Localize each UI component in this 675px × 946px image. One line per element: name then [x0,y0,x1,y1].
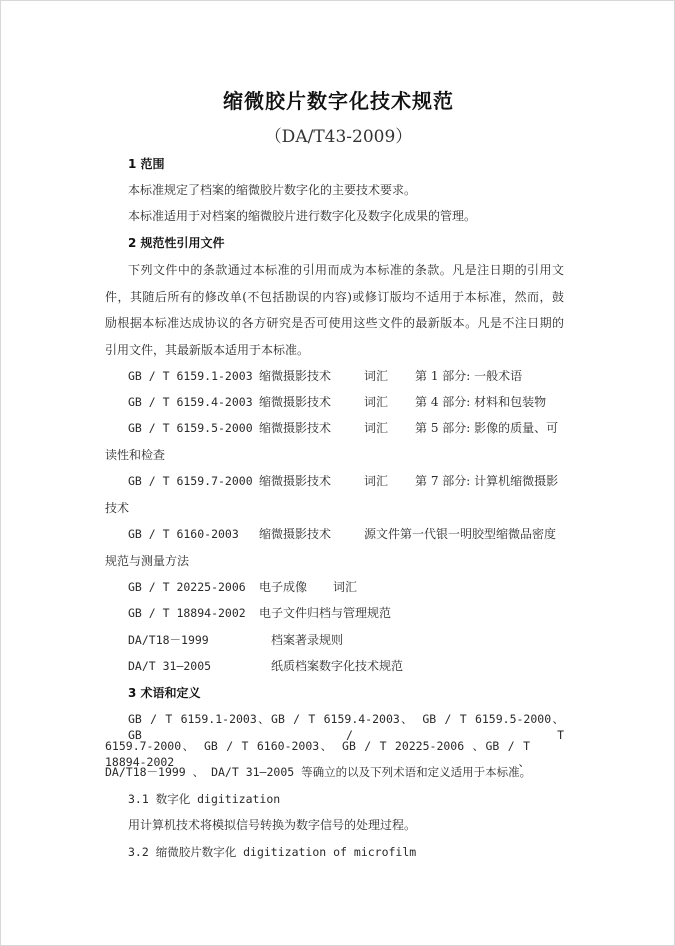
reference-continuation: 技术 [105,501,130,515]
reference-continuation: 规范与测量方法 [105,554,190,568]
section-3-paragraph-line: DA/T18－1999 、 DA/T 31—2005 等确立的以及下列术语和定义适用于本标准。 [105,765,532,779]
document-subtitle: （DA/T43-2009） [264,127,413,147]
section-1-paragraph-2: 本标准适用于对档案的缩微胶片进行数字化及数字化成果的管理。 [128,209,477,223]
reference-name: 档案著录规则 [271,633,344,647]
reference-term: 源文件第一代银一明胶型缩微品密度 [364,527,557,541]
reference-part: 第 1 部分: 一般术语 [415,369,523,383]
section-2-heading: 2 规范性引用文件 [128,236,225,250]
reference-name: 缩微摄影技术 [259,369,332,383]
section-3-paragraph-line: GB / T 6159.1-2003、GB / T 6159.4-2003、 GB / T 6159.5-2000、 GB / T [128,712,564,742]
reference-part: 第 7 部分: 计算机缩微摄影 [415,474,559,488]
reference-name: 纸质档案数字化技术规范 [271,659,404,673]
reference-name: 缩微摄影技术 [259,395,332,409]
section-3-heading: 3 术语和定义 [128,686,201,700]
reference-code: GB / T 6159.7-2000 [128,474,253,488]
reference-code: GB / T 6159.4-2003 [128,395,253,409]
reference-part: 第 5 部分: 影像的质量、可 [415,421,559,435]
section-1-paragraph-1: 本标准规定了档案的缩微胶片数字化的主要技术要求。 [128,183,417,197]
section-1-heading: 1 范围 [128,157,165,171]
reference-code: GB / T 6160-2003 [128,527,239,541]
subsection-3-2-heading: 3.2 缩微胶片数字化 digitization of microfilm [128,845,417,859]
document-title: 缩微胶片数字化技术规范 [223,89,454,113]
reference-name: 缩微摄影技术 [259,421,332,435]
section-2-paragraph-line: 件，其随后所有的修改单(不包括勘误的内容)或修订版均不适用于本标准，然而，鼓 [105,290,564,304]
reference-code: GB / T 6159.5-2000 [128,421,253,435]
reference-code: GB / T 18894-2002 [128,606,246,620]
reference-code: DA/T 31—2005 [128,659,212,673]
section-2-paragraph-line: 引用文件，其最新版本适用于本标准。 [105,343,310,357]
reference-name: 缩微摄影技术 [259,474,332,488]
reference-continuation: 读性和检查 [105,448,166,462]
section-2-paragraph-line: 下列文件中的条款通过本标准的引用而成为本标准的条款。凡是注日期的引用文 [128,263,564,277]
reference-name: 缩微摄影技术 [259,527,332,541]
reference-term: 词汇 [333,580,358,594]
reference-term: 词汇 [364,421,389,435]
reference-term: 词汇 [364,474,389,488]
subsection-3-1-paragraph: 用计算机技术将模拟信号转换为数字信号的处理过程。 [128,818,417,832]
reference-code: DA/T18－1999 [128,633,209,647]
reference-term: 词汇 [364,369,389,383]
reference-name: 电子文件归档与管理规范 [259,606,392,620]
reference-term: 词汇 [364,395,389,409]
section-3-paragraph-line: 6159.7-2000、 GB / T 6160-2003、 GB / T 20225-2006 、GB / T 18894-2002、 [105,739,530,769]
reference-code: GB / T 20225-2006 [128,580,246,594]
subsection-3-1-heading: 3.1 数字化 digitization [128,792,281,806]
reference-name: 电子成像 [259,580,308,594]
reference-part: 第 4 部分: 材料和包装物 [415,395,547,409]
section-2-paragraph-line: 励根据本标准达成协议的各方研究是否可使用这些文件的最新版本。凡是不注日期的 [105,316,564,330]
reference-code: GB / T 6159.1-2003 [128,369,253,383]
